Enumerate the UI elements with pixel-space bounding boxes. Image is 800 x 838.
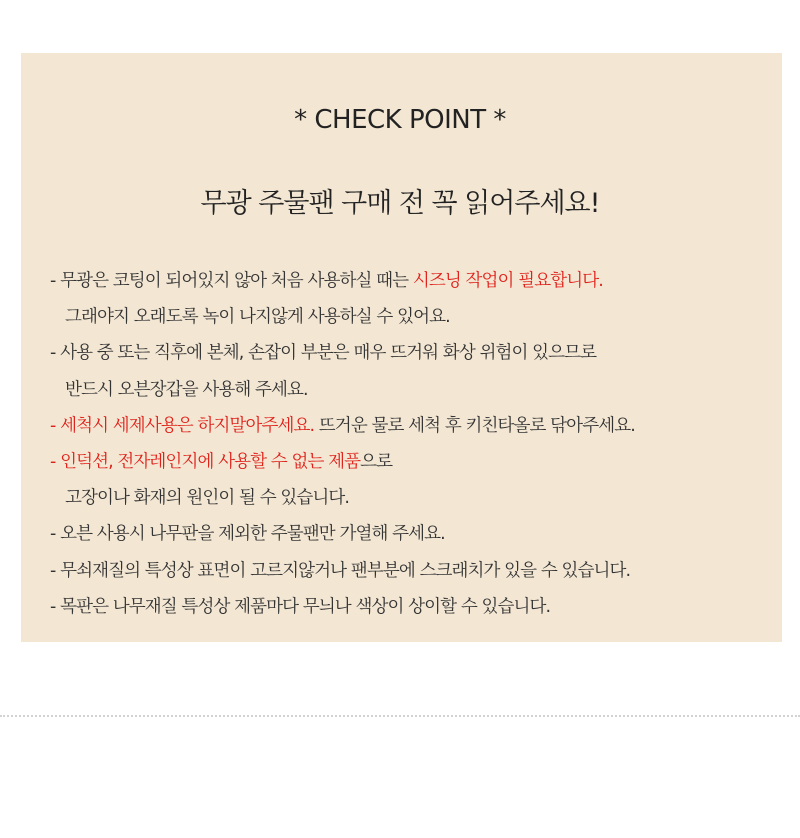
caution-list	[50, 263, 770, 625]
caution-item	[50, 299, 770, 335]
caution-highlight: 인덕션, 전자레인지에 사용할 수 없는 제품	[60, 451, 361, 472]
caution-text: 뜨거운 물로 세척 후 키친타올로 닦아주세요.	[314, 415, 635, 436]
caution-highlight: 시즈닝 작업이 필요합니다.	[412, 271, 603, 291]
dotted-divider	[0, 715, 800, 717]
caution-text: - 목판은 나무재질 특성상 제품마다 무늬나 색상이 상이할 수 있습니다.	[50, 596, 551, 617]
caution-item	[50, 263, 770, 299]
caution-item	[50, 553, 770, 589]
caution-highlight: 세척시 세제사용은 하지말아주세요.	[60, 415, 315, 436]
caution-item	[50, 589, 770, 625]
caution-item	[50, 408, 770, 444]
caution-text: - 사용 중 또는 직후에 본체, 손잡이 부분은 매우 뜨거워 화상 위험이 있으므로	[50, 343, 597, 364]
caution-text: - 오븐 사용시 나무판을 제외한 주물팬만 가열해 주세요.	[50, 524, 445, 545]
notice-headline: 무광 주물팬 구매 전 꼭 읽어주세요!	[200, 188, 600, 219]
caution-item	[50, 372, 770, 408]
caution-text: - 무광은 코팅이 되어있지 않아 처음 사용하실 때는	[50, 271, 413, 291]
caution-prefix: -	[50, 415, 61, 436]
caution-item	[50, 444, 770, 480]
caution-prefix: -	[50, 451, 61, 472]
caution-text: - 무쇠재질의 특성상 표면이 고르지않거나 팬부분에 스크래치가 있을 수 있습니다.	[50, 560, 631, 581]
checkpoint-title: * CHECK POINT *	[294, 105, 506, 135]
caution-text: 고장이나 화재의 원인이 될 수 있습니다.	[65, 488, 350, 509]
caution-text: 반드시 오븐장갑을 사용해 주세요.	[65, 379, 308, 400]
caution-item	[50, 480, 770, 516]
caution-item	[50, 335, 770, 371]
caution-item	[50, 516, 770, 552]
caution-text: 그래야지 오래도록 녹이 나지않게 사용하실 수 있어요.	[65, 307, 450, 328]
caution-text: 으로	[360, 451, 393, 472]
